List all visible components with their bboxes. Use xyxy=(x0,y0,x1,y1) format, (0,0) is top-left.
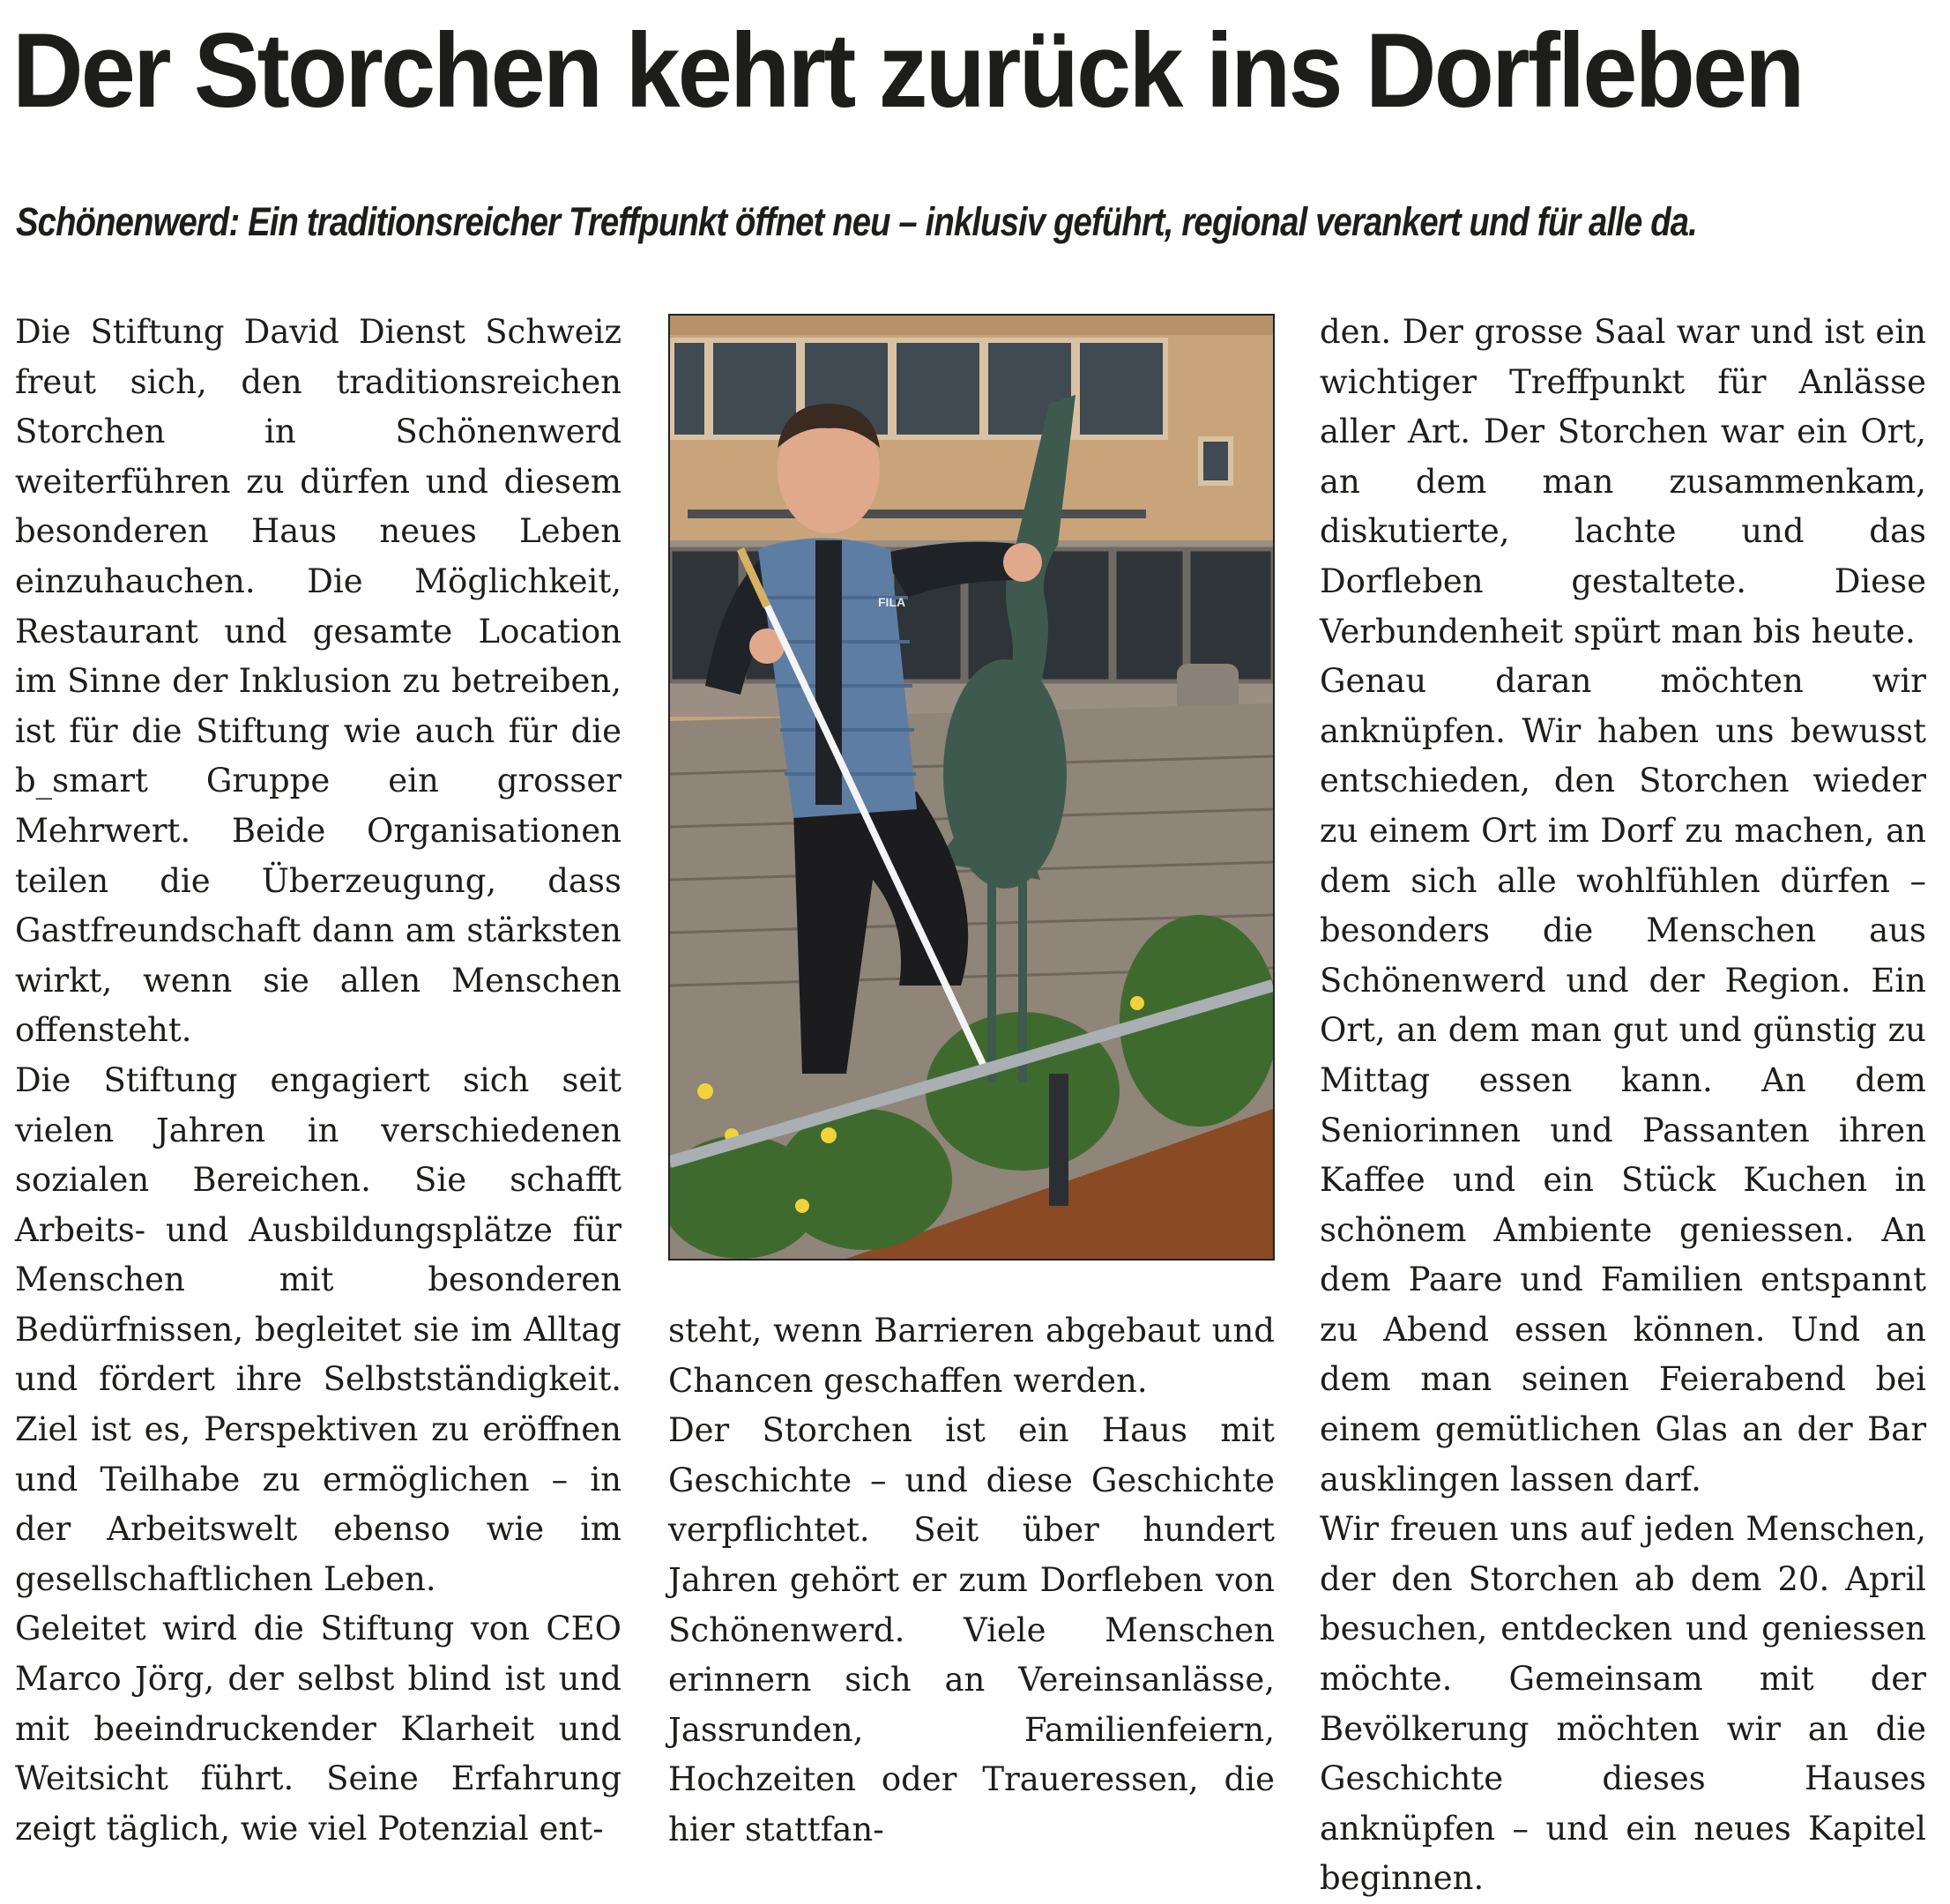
paragraph: den. Der grosse Saal war und ist ein wichtiger Treffpunkt für Anlässe aller Art. Der Storchen war ein Ort, an dem man zusammenkam, diskutierte, lachte und das Dorfleben gestaltete. Diese Verbundenheit spürt man bis heute. xyxy=(1320,313,1926,651)
paragraph: Der Storchen ist ein Haus mit Geschichte – und diese Geschichte verpflichtet. Seit über hundert Jahren gehört er zum Dorfleben von Schönenwerd. Viele Menschen erinnern sich an Vereinsanlässe, Jassrunden, Familienfeiern, Hochzeiten oder Traueressen, die hier stattfan- xyxy=(668,1411,1275,1848)
jacket-brand-logo: FILA xyxy=(878,595,906,609)
headline: Der Storchen kehrt zurück ins Dorfleben xyxy=(12,11,1803,130)
paragraph: Wir freuen uns auf jeden Menschen, der den Storchen ab dem 20. April besuchen, entdecken und geniessen möchte. Gemeinsam mit der Bevölkerung möchten wir an die Geschichte dieses Hauses anknüpfen – und ein neues Kapitel beginnen. xyxy=(1320,1510,1926,1898)
paragraph: steht, wenn Barrieren abgebaut und Chancen geschaffen werden. xyxy=(668,1312,1275,1400)
subheadline: Schönenwerd: Ein traditionsreicher Treffpunkt öffnet neu – inklusiv geführt, regional verankert und für alle da. xyxy=(16,199,1697,244)
article-column-1 xyxy=(15,308,621,1854)
article-photo xyxy=(668,314,1275,1261)
article-column-2 xyxy=(668,1306,1275,1856)
paragraph: Geleitet wird die Stiftung von CEO Marco Jörg, der selbst blind ist und mit beeindruckender Klarheit und Weitsicht führt. Seine Erfahrung zeigt täglich, wie viel Potenzial ent- xyxy=(15,1610,621,1848)
article-column-3 xyxy=(1320,308,1926,1904)
paragraph: Die Stiftung engagiert sich seit vielen Jahren in verschiedenen sozialen Bereichen. Sie schafft Arbeits- und Ausbildungsplätze für Menschen mit besonderen Bedürfnissen, begleitet sie im Alltag und fördert ihre Selbstständigkeit. Ziel ist es, Perspektiven zu eröffnen und Teilhabe zu ermöglichen – in der Arbeitswelt ebenso wie im gesellschaftlichen Leben. xyxy=(15,1060,621,1598)
paragraph: Die Stiftung David Dienst Schweiz freut sich, den traditionsreichen Storchen in Schönenwerd weiterführen zu dürfen und diesem besonderen Haus neues Leben einzuhauchen. Die Möglichkeit, Restaurant und gesamte Location im Sinne der Inklusion zu betreiben, ist für die Stiftung wie auch für die b_smart Gruppe ein grosser Mehrwert. Beide Organisationen teilen die Überzeugung, dass Gastfreundschaft dann am stärksten wirkt, wenn sie allen Menschen offensteht. xyxy=(15,313,621,1050)
paragraph: Genau daran möchten wir anknüpfen. Wir haben uns bewusst entschieden, den Storchen wieder zu einem Ort im Dorf zu machen, an dem sich alle wohlfühlen dürfen – besonders die Menschen aus Schönenwerd und der Region. Ein Ort, an dem man gut und günstig zu Mittag essen kann. An dem Seniorinnen und Passanten ihren Kaffee und ein Stück Kuchen in schönem Ambiente geniessen. An dem Paare und Familien entspannt zu Abend essen können. Und an dem man seinen Feierabend bei einem gemütlichen Glas an der Bar ausklingen lassen darf. xyxy=(1320,662,1926,1499)
